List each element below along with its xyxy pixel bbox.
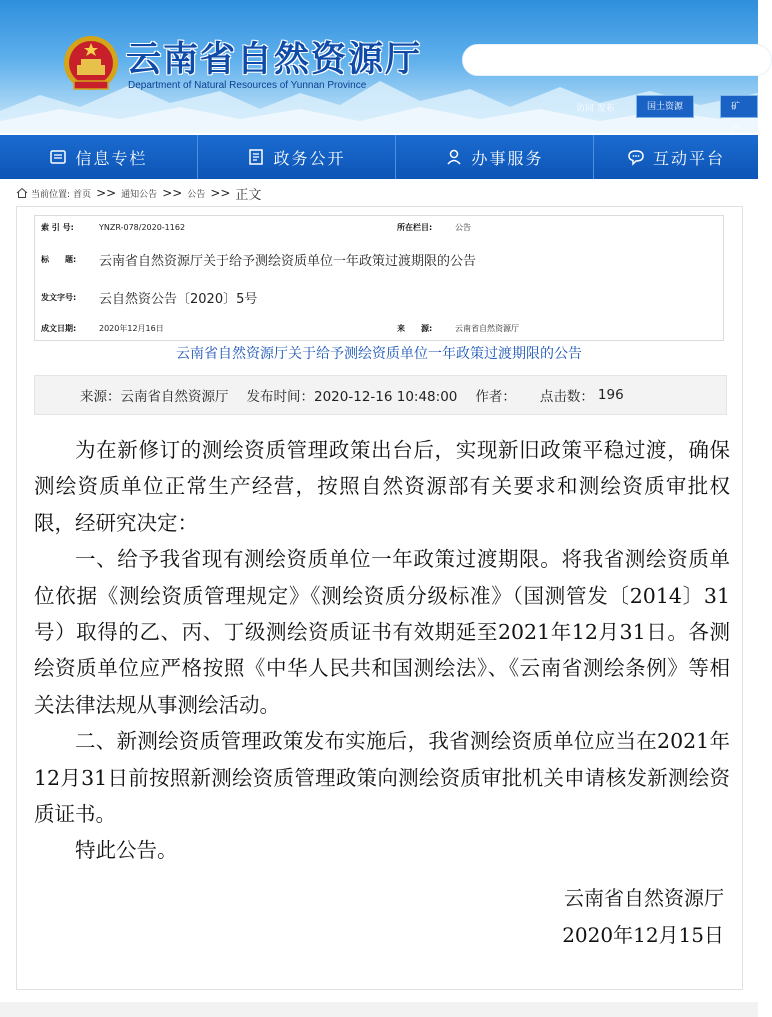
quick-link-minerals[interactable]: 矿产 (720, 95, 758, 118)
index-label: 索 引 号: (41, 223, 74, 232)
column-label: 所在栏目: (397, 223, 433, 232)
article-paragraph: 二、新测绘资质管理政策发布实施后，我省测绘资质单位应当在2021年12月31日前按照新测绘资质管理政策向测绘资质审批机关申请核发新测绘资质证书。 (34, 729, 730, 827)
breadcrumb-notices[interactable]: 通知公告 (121, 189, 158, 200)
breadcrumb-separator: >> (96, 186, 117, 200)
meta-clicks-value: 196 (597, 387, 624, 403)
person-icon (445, 148, 463, 166)
search-input[interactable] (462, 44, 772, 76)
date-label: 成文日期: (41, 324, 77, 333)
meta-clicks-label: 点击数： (539, 389, 594, 405)
header-banner (0, 0, 758, 133)
info-row-date (41, 323, 164, 334)
document-list-icon (247, 148, 265, 166)
meta-source: 来源：云南省自然资源厅 (80, 389, 229, 405)
breadcrumb-home[interactable]: 首页 (73, 189, 92, 200)
info-row-title (41, 250, 476, 269)
nav-item-services[interactable] (396, 135, 594, 179)
signature-org: 云南省自然资源厅 (564, 886, 724, 910)
article-signature (562, 880, 724, 954)
nav-label: 政务公开 (273, 148, 346, 168)
index-value: YNZR-078/2020-1162 (99, 223, 186, 232)
breadcrumb-separator: >> (162, 186, 183, 200)
nav-label: 互动平台 (652, 148, 725, 168)
docno-value: 云自然资公告〔2020〕5号 (99, 292, 258, 307)
document-info-table (34, 215, 724, 341)
article-paragraph: 特此公告。 (75, 838, 178, 863)
source-value: 云南省自然资源厅 (455, 324, 519, 333)
meta-publish-time: 发布时间：2020-12-16 10:48:00 (246, 389, 458, 405)
article-meta-bar (34, 375, 727, 415)
nav-item-government-affairs[interactable] (198, 135, 396, 179)
docno-label: 发文字号: (41, 293, 77, 302)
nav-label: 信息专栏 (75, 148, 148, 168)
breadcrumb-separator: >> (210, 186, 231, 200)
breadcrumb-announcements[interactable]: 公告 (187, 189, 206, 200)
info-source (397, 323, 519, 334)
breadcrumb-current: 正文 (235, 187, 262, 203)
breadcrumb-prefix: 当前位置: (31, 189, 71, 200)
site-title[interactable]: 云南省自然资源厅 (126, 39, 423, 80)
main-nav (0, 135, 758, 179)
newspaper-icon (49, 148, 67, 166)
article-paragraph: 为在新修订的测绘资质管理政策出台后，实现新旧政策平稳过渡，确保测绘资质单位正常生产经营，按照自然资源部有关要求和测绘资质审批权限，经研究决定： (34, 438, 730, 535)
column-value: 公告 (455, 223, 471, 232)
article-body (34, 432, 730, 869)
source-label: 来 源: (397, 324, 433, 333)
info-column (397, 222, 471, 233)
home-icon (16, 187, 28, 199)
nav-label: 办事服务 (471, 148, 544, 168)
breadcrumb (16, 184, 261, 202)
signature-date: 2020年12月15日 (562, 923, 724, 947)
date-value: 2020年12月16日 (99, 324, 164, 333)
site-subtitle: Department of Natural Resources of Yunnan Province (128, 80, 367, 91)
nav-item-interaction[interactable] (594, 135, 758, 179)
info-row-docno (41, 288, 257, 307)
header-faint-link[interactable]: 访问 发布 (576, 104, 615, 114)
article-title: 云南省自然资源厅关于给予测绘资质单位一年政策过渡期限的公告 (176, 346, 582, 362)
title-label: 标 题: (41, 255, 77, 264)
info-row-index (41, 222, 185, 233)
meta-author: 作者： (475, 389, 516, 405)
article-paragraph: 一、给予我省现有测绘资质单位一年政策过渡期限。将我省测绘资质单位依据《测绘资质管理规定》《测绘资质分级标准》（国测管发〔2014〕31号）取得的乙、丙、丁级测绘资质证书有效期延至2021年12月31日。各测绘资质单位应严格按照《中华人民共和国测绘法》、《云南省测绘条例》等相关法律法规从事测绘活动。 (34, 547, 730, 717)
quick-link-land-resources[interactable]: 国土资源 (636, 95, 694, 118)
title-value: 云南省自然资源厅关于给予测绘资质单位一年政策过渡期限的公告 (99, 254, 477, 269)
chat-bubble-icon (627, 148, 645, 166)
nav-item-info-column[interactable] (0, 135, 198, 179)
national-emblem-icon (62, 33, 120, 95)
footer-strip (0, 1002, 758, 1017)
